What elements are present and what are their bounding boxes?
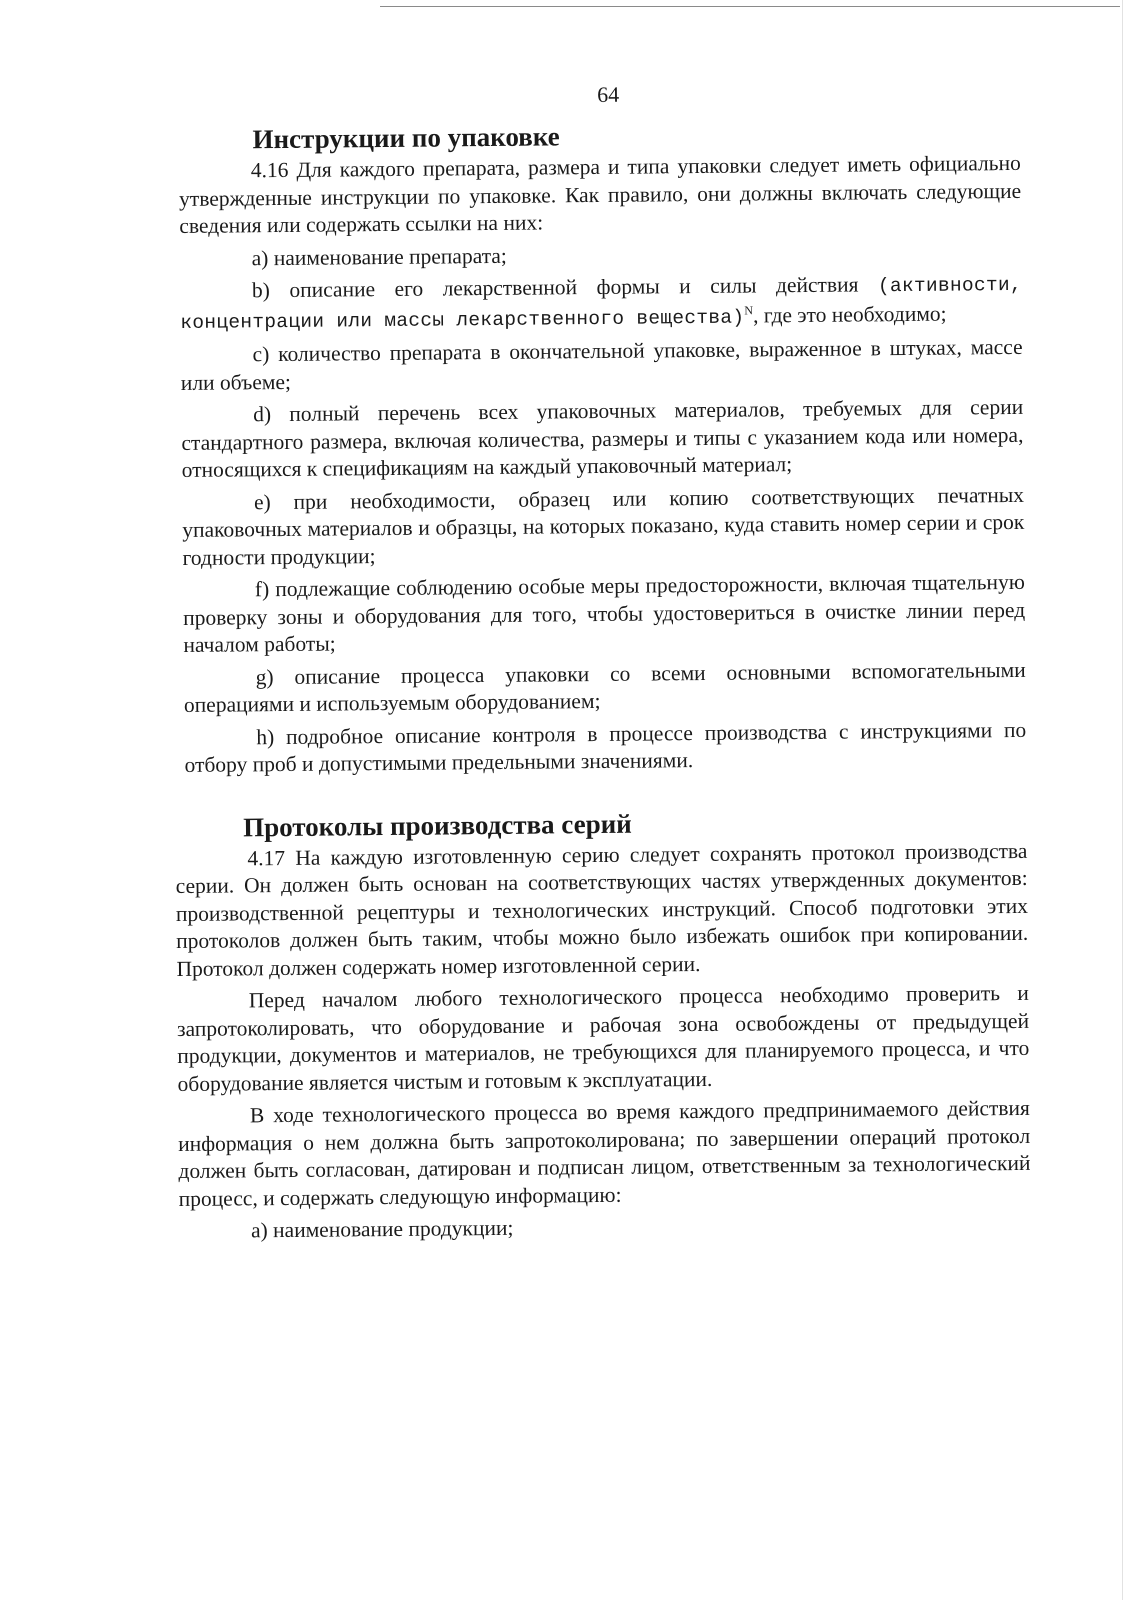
list-item-b-end: , где это необходимо; [752,301,947,327]
list-item-b-mono-text: (активности, концентрации или массы лекарственного вещества) [180,273,1023,334]
list-item-a: a) наименование препарата; [251,243,507,270]
paragraph-before-process: Перед началом любого технологического процесса необходимо проверить и запротоколировать, что оборудование и рабочая зона освобождены от предыдущей продукции, документов и материалов, не требующихся для планируемого процесса, и что оборудование является чистым и готовым к эксплуатации. [176,980,1030,1096]
footnote-marker: N [744,302,754,317]
section-heading-packaging-instructions: Инструкции по упаковке [252,121,560,155]
list-item-e: e) при необходимости, образец или копию соответствующих печатных упаковочных материалов и образцы, на которых показано, куда ставить номер серии и срок годности продукции; [182,482,1025,570]
list-item-b [180,270,1023,337]
section-heading-batch-records: Протоколы производства серий [242,808,632,842]
list-item-d: d) полный перечень всех упаковочных материалов, требуемых для серии стандартного размера, включая количества, размеры и типы с указанием кода или номера, относящихся к спецификациям на каждый упаковочный материал; [181,394,1024,482]
section-batch-records [175,803,1031,1245]
list-item-h: h) подробное описание контроля в процессе производства с инструкциями по отбору проб и допустимыми предельными значениями. [184,717,1027,777]
paragraph-4-17: 4.17 На каждую изготовленную серию следует сохранять протокол производства серии. Он должен быть основан на соответствующих частях утвержденных документов: производственной рецептуры и технологических инструкций. Способ подготовки этих протоколов должен быть таким, чтобы можно было избежать ошибок при копировании. Протокол должен содержать номер изготовленной серии. [175,838,1029,981]
page-number: 64 [596,81,620,107]
list-item-g: g) описание процесса упаковки со всеми основными вспомогательными операциями и используемым оборудованием; [183,657,1026,717]
paragraph-4-16: 4.16 Для каждого препарата, размера и типа упаковки следует иметь официально утвержденные инструкции по упаковке. Как правило, они должны включать следующие сведения или содержать ссылки на них: [178,150,1022,238]
scan-edge-right [1122,0,1123,1600]
list-item-c: c) количество препарата в окончательной упаковке, выраженное в штуках, массе или объеме; [180,334,1023,395]
document-page [175,76,1031,1251]
list-item-b-text: b) описание его лекарственной формы и силы действия [251,272,879,303]
list-item-product-name: a) наименование продукции; [250,1215,514,1243]
scan-edge-top [380,6,1120,7]
list-item-f: f) подлежащие соблюдению особые меры предосторожности, включая тщательную проверку зоны и оборудования для того, чтобы удостовериться в очистке линии перед началом работы; [183,569,1026,657]
paragraph-during-process: В ходе технологического процесса во время каждого предпринимаемого действия информация о нем должна быть запротоколирована; по завершении операций протокол должен быть согласован, датирован и подписан лицом, ответственным за технологический процесс, и содержать следующую информацию: [178,1095,1031,1211]
